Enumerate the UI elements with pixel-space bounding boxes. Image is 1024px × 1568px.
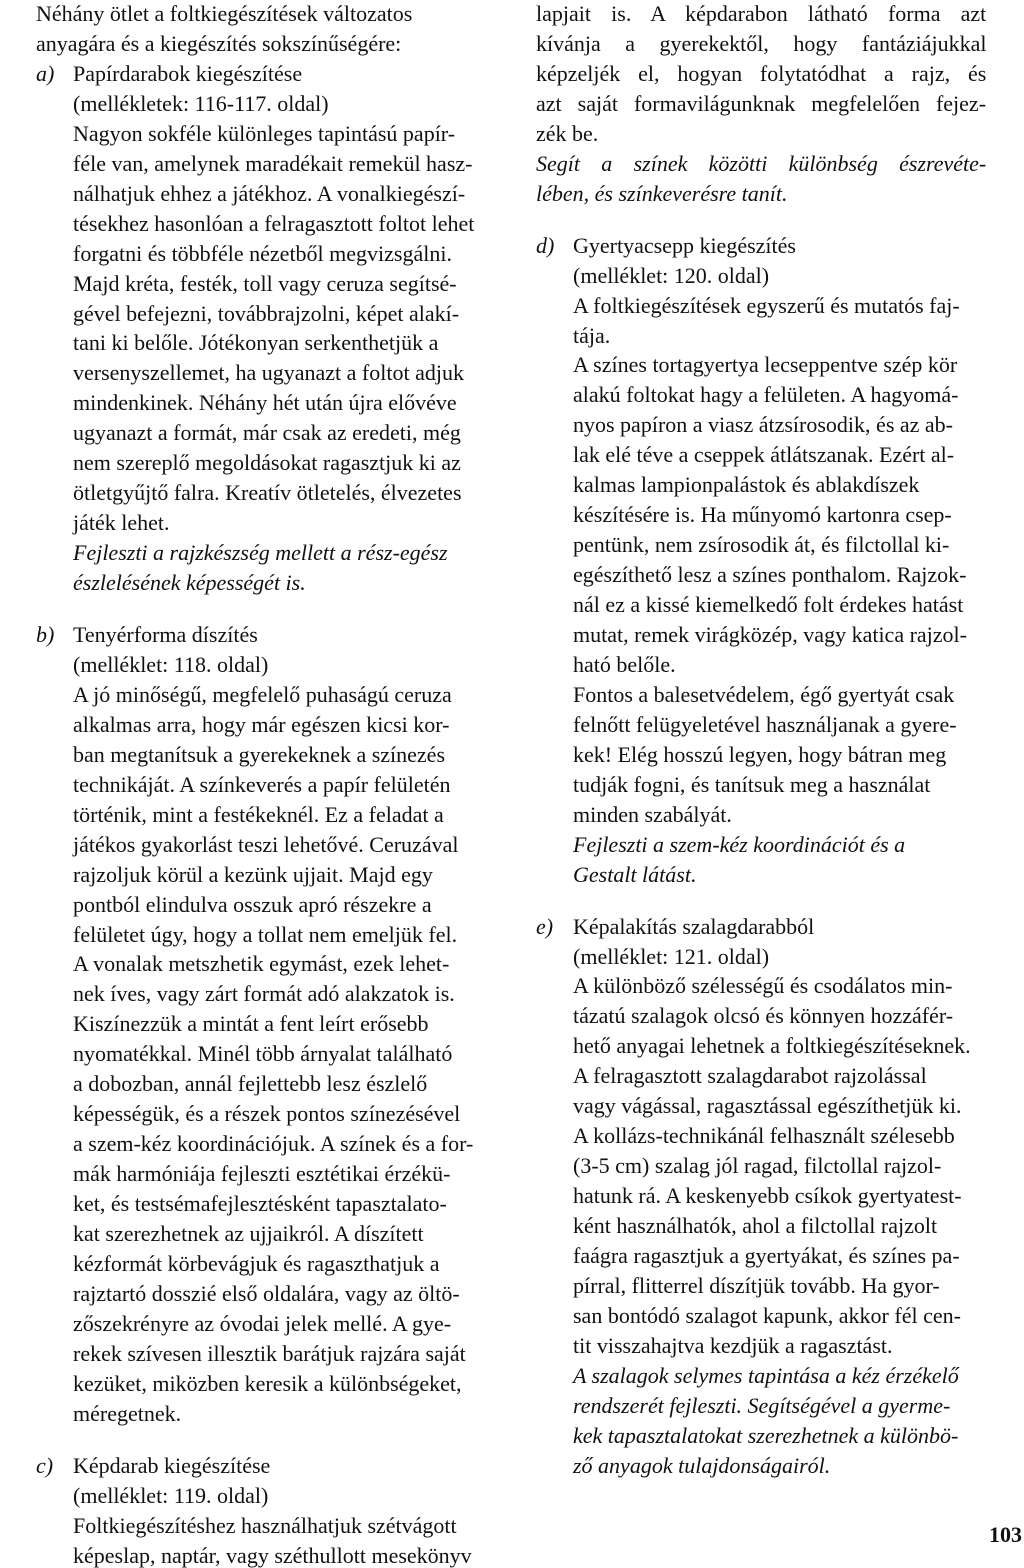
- continuation-line: képzeljék el, hogyan folytatódhat a rajz, és: [536, 60, 987, 86]
- section-line: Majd kréta, festék, toll vagy ceruza segítsé-: [73, 270, 457, 296]
- section-italic-line: ző anyagok tulajdonságairól.: [573, 1452, 831, 1478]
- section-line: (melléklet: 119. oldal): [73, 1482, 269, 1508]
- section-line: (melléklet: 121. oldal): [573, 943, 770, 969]
- section-italic-line: kek tapasztalatokat szerezhetnek a különbö-: [573, 1422, 959, 1448]
- section-line: Foltkiegészítéshez használhatjuk szétvágott: [73, 1512, 457, 1538]
- section-line: kalmas lampionpalástok és ablakdíszek: [573, 472, 920, 498]
- section-title: Képdarab kiegészítése: [73, 1452, 271, 1478]
- continuation-line: kívánja a gyerekektől, hogy fantáziájukkal: [536, 30, 987, 56]
- section-line: technikáját. A színkeverés a papír felületén: [73, 771, 451, 797]
- section-title: Képalakítás szalagdarabból: [573, 913, 815, 939]
- section-line: Nagyon sokféle különleges tapintású papír-: [73, 120, 456, 146]
- section-line: történik, mint a festékeknél. Ez a feladat a: [73, 801, 444, 827]
- section-line: ket, és testsémafejlesztésként tapasztalato-: [73, 1191, 447, 1217]
- section-italic-line: észlelésének képességét is.: [73, 570, 306, 596]
- section-line: a szem-kéz koordinációjuk. A színek és a for-: [73, 1131, 474, 1157]
- section-line: (3-5 cm) szalag jól ragad, filctollal rajzol-: [573, 1153, 942, 1179]
- section-line: Kiszínezzük a mintát a fent leírt erősebb: [73, 1011, 429, 1037]
- section-line: tudják fogni, és tanítsuk meg a használat: [573, 771, 931, 797]
- section-line: A különböző szélességű és csodálatos min-: [573, 973, 953, 999]
- section-italic-line: A szalagok selymes tapintása a kéz érzékelő: [573, 1362, 959, 1388]
- section-line: pírral, flitterrel díszítjük tovább. Ha gyor-: [573, 1272, 940, 1298]
- section-label-d: d): [536, 232, 555, 258]
- section-line: A színes tortagyertya lecseppentve szép kör: [573, 352, 958, 378]
- continuation-line: azt saját formavilágunknak megfelelően fejez-: [536, 90, 987, 116]
- section-line: mák harmóniája fejleszti esztétikai érzékü-: [73, 1161, 451, 1187]
- section-italic-line: Gestalt látást.: [573, 861, 697, 887]
- section-line: tésekhez hasonlóan a felragasztott foltot lehet: [73, 210, 475, 236]
- section-label-c: c): [36, 1452, 54, 1478]
- continuation-italic-line: Segít a színek közötti különbség észrevéte-: [536, 150, 987, 176]
- section-line: hatunk rá. A keskenyebb csíkok gyertyatest-: [573, 1183, 962, 1209]
- section-line: (mellékletek: 116-117. oldal): [73, 90, 329, 116]
- section-title: Gyertyacsepp kiegészítés: [573, 232, 796, 258]
- section-line: mutat, remek virágközép, vagy katica rajzol-: [573, 622, 967, 647]
- section-line: kezüket, miközben keresik a különbségeket,: [73, 1370, 462, 1396]
- section-line: rekek szívesen illesztik barátjuk rajzára saját: [73, 1340, 466, 1366]
- section-line: ötletgyűjtő falra. Kreatív ötletelés, élvezetes: [73, 480, 462, 506]
- section-line: játékos gyakorlást teszi lehetővé. Ceruzával: [73, 831, 459, 857]
- intro-line: anyagára és a kiegészítés sokszínűségére:: [36, 30, 402, 56]
- section-line: (melléklet: 120. oldal): [573, 262, 770, 288]
- section-line: A jó minőségű, megfelelő puhaságú ceruza: [73, 681, 452, 707]
- section-line: nálhatjuk ehhez a játékhoz. A vonalkiegészí-: [73, 180, 466, 206]
- section-label-e: e): [536, 913, 554, 939]
- section-line: képeslap, naptár, vagy széthullott mesekönyv: [73, 1542, 472, 1568]
- section-line: nek íves, vagy zárt formát adó alakzatok is.: [73, 981, 455, 1007]
- section-line: ható belőle.: [573, 651, 676, 677]
- section-line: Fontos a balesetvédelem, égő gyertyát csak: [573, 681, 955, 707]
- section-line: vagy vágással, ragasztással egészíthetjük ki.: [573, 1093, 962, 1119]
- section-italic-line: Fejleszti a szem-kéz koordinációt és a: [573, 831, 906, 857]
- section-line: méregetnek.: [73, 1400, 182, 1426]
- section-line: felnőtt felügyeletével használjanak a gyere-: [573, 711, 957, 737]
- section-label-b: b): [36, 622, 55, 647]
- section-line: tája.: [573, 322, 611, 348]
- continuation-italic-line: lében, és színkeverésre tanít.: [536, 180, 788, 206]
- section-line: nyos papíron a viasz átzsírosodik, és az ab-: [573, 412, 953, 438]
- section-line: kek! Elég hosszú legyen, hogy bátran meg: [573, 741, 947, 767]
- section-line: féle van, amelynek maradékait remekül hasz-: [73, 150, 473, 176]
- section-line: tázatú szalagok olcsó és könnyen hozzáfér-: [573, 1003, 954, 1029]
- section-line: tit visszahajtva kezdjük a ragasztást.: [573, 1332, 893, 1358]
- section-italic-line: Fejleszti a rajzkészség mellett a rész-egész: [73, 540, 448, 566]
- section-line: pentünk, nem zsírosodik át, és filctollal ki-: [573, 532, 950, 558]
- section-line: faágra ragasztjuk a gyertyákat, és színes pa-: [573, 1243, 960, 1268]
- section-line: ként használhatók, ahol a filctollal rajzolt: [573, 1213, 938, 1239]
- section-line: ban megtanítsuk a gyerekeknek a színezés: [73, 741, 446, 767]
- section-italic-line: rendszerét fejleszti. Segítségével a gyerme-: [573, 1392, 951, 1418]
- section-line: alakú foltokat hagy a felületen. A hagyomá-: [573, 382, 959, 408]
- section-line: kézformát körbevágjuk és ragaszthatjuk a: [73, 1250, 440, 1276]
- section-line: san bontódó szalagot kapunk, akkor fél cen-: [573, 1302, 961, 1328]
- section-line: nyomatékkal. Minél több árnyalat található: [73, 1041, 453, 1067]
- section-title: Tenyérforma díszítés: [73, 622, 258, 647]
- section-line: képességük, és a részek pontos színezésével: [73, 1101, 461, 1127]
- section-title: Papírdarabok kiegészítése: [73, 60, 303, 86]
- section-line: A foltkiegészítések egyszerű és mutatós faj-: [573, 292, 960, 318]
- section-line: pontból elindulva osszuk apró részekre a: [73, 891, 432, 917]
- section-line: A kollázs-technikánál felhasznált szélesebb: [573, 1123, 955, 1149]
- section-line: nem szereplő megoldásokat ragasztjuk ki az: [73, 450, 461, 476]
- section-line: versenyszellemet, ha ugyanazt a foltot adjuk: [73, 360, 464, 386]
- section-line: kat szerezhetnek az ujjaikról. A díszített: [73, 1221, 424, 1246]
- section-line: alkalmas arra, hogy már egészen kicsi kor-: [73, 711, 450, 737]
- section-line: A felragasztott szalagdarabot rajzolással: [573, 1063, 927, 1089]
- section-line: nál ez a kissé kiemelkedő folt érdekes hatást: [573, 592, 964, 618]
- section-line: felületet úgy, hogy a tollat nem emeljük fel.: [73, 921, 458, 947]
- section-line: lak elé téve a cseppek átlátszanak. Ezért al-: [573, 442, 955, 468]
- section-line: egészíthető lesz a színes ponthalom. Rajzok-: [573, 562, 967, 588]
- section-line: zőszekrényre az óvodai jelek mellé. A gye-: [73, 1310, 452, 1336]
- section-line: ugyanazt a formát, már csak az eredeti, még: [73, 420, 461, 446]
- section-line: mindenkinek. Néhány hét után újra elővéve: [73, 390, 457, 416]
- section-line: tani ki belőle. Jótékonyan serkenthetjük a: [73, 330, 439, 356]
- section-line: játék lehet.: [73, 510, 170, 536]
- section-line: rajztartó dosszié első oldalára, vagy az öltö-: [73, 1280, 460, 1306]
- section-line: forgatni és többféle nézetből megvizsgálni.: [73, 240, 452, 266]
- section-line: A vonalak metszhetik egymást, ezek lehet-: [73, 951, 450, 977]
- continuation-line: zék be.: [536, 120, 599, 146]
- page-number: 103: [989, 1522, 1022, 1547]
- section-line: minden szabályát.: [573, 801, 732, 827]
- section-line: a dobozban, annál fejlettebb lesz észlelő: [73, 1071, 428, 1097]
- section-line: rajzoljuk körül a kezünk ujjait. Majd egy: [73, 861, 433, 887]
- intro-line: Néhány ötlet a foltkiegészítések változatos: [36, 1, 413, 26]
- section-label-a: a): [36, 60, 55, 86]
- section-line: (melléklet: 118. oldal): [73, 651, 269, 677]
- section-line: gével befejezni, továbbrajzolni, képet alakí-: [73, 300, 460, 326]
- section-line: hető anyagai lehetnek a foltkiegészítéseknek.: [573, 1033, 971, 1059]
- continuation-line: lapjait is. A képdarabon látható forma azt: [536, 1, 987, 26]
- section-line: készítésére is. Ha műnyomó kartonra csep-: [573, 502, 952, 528]
